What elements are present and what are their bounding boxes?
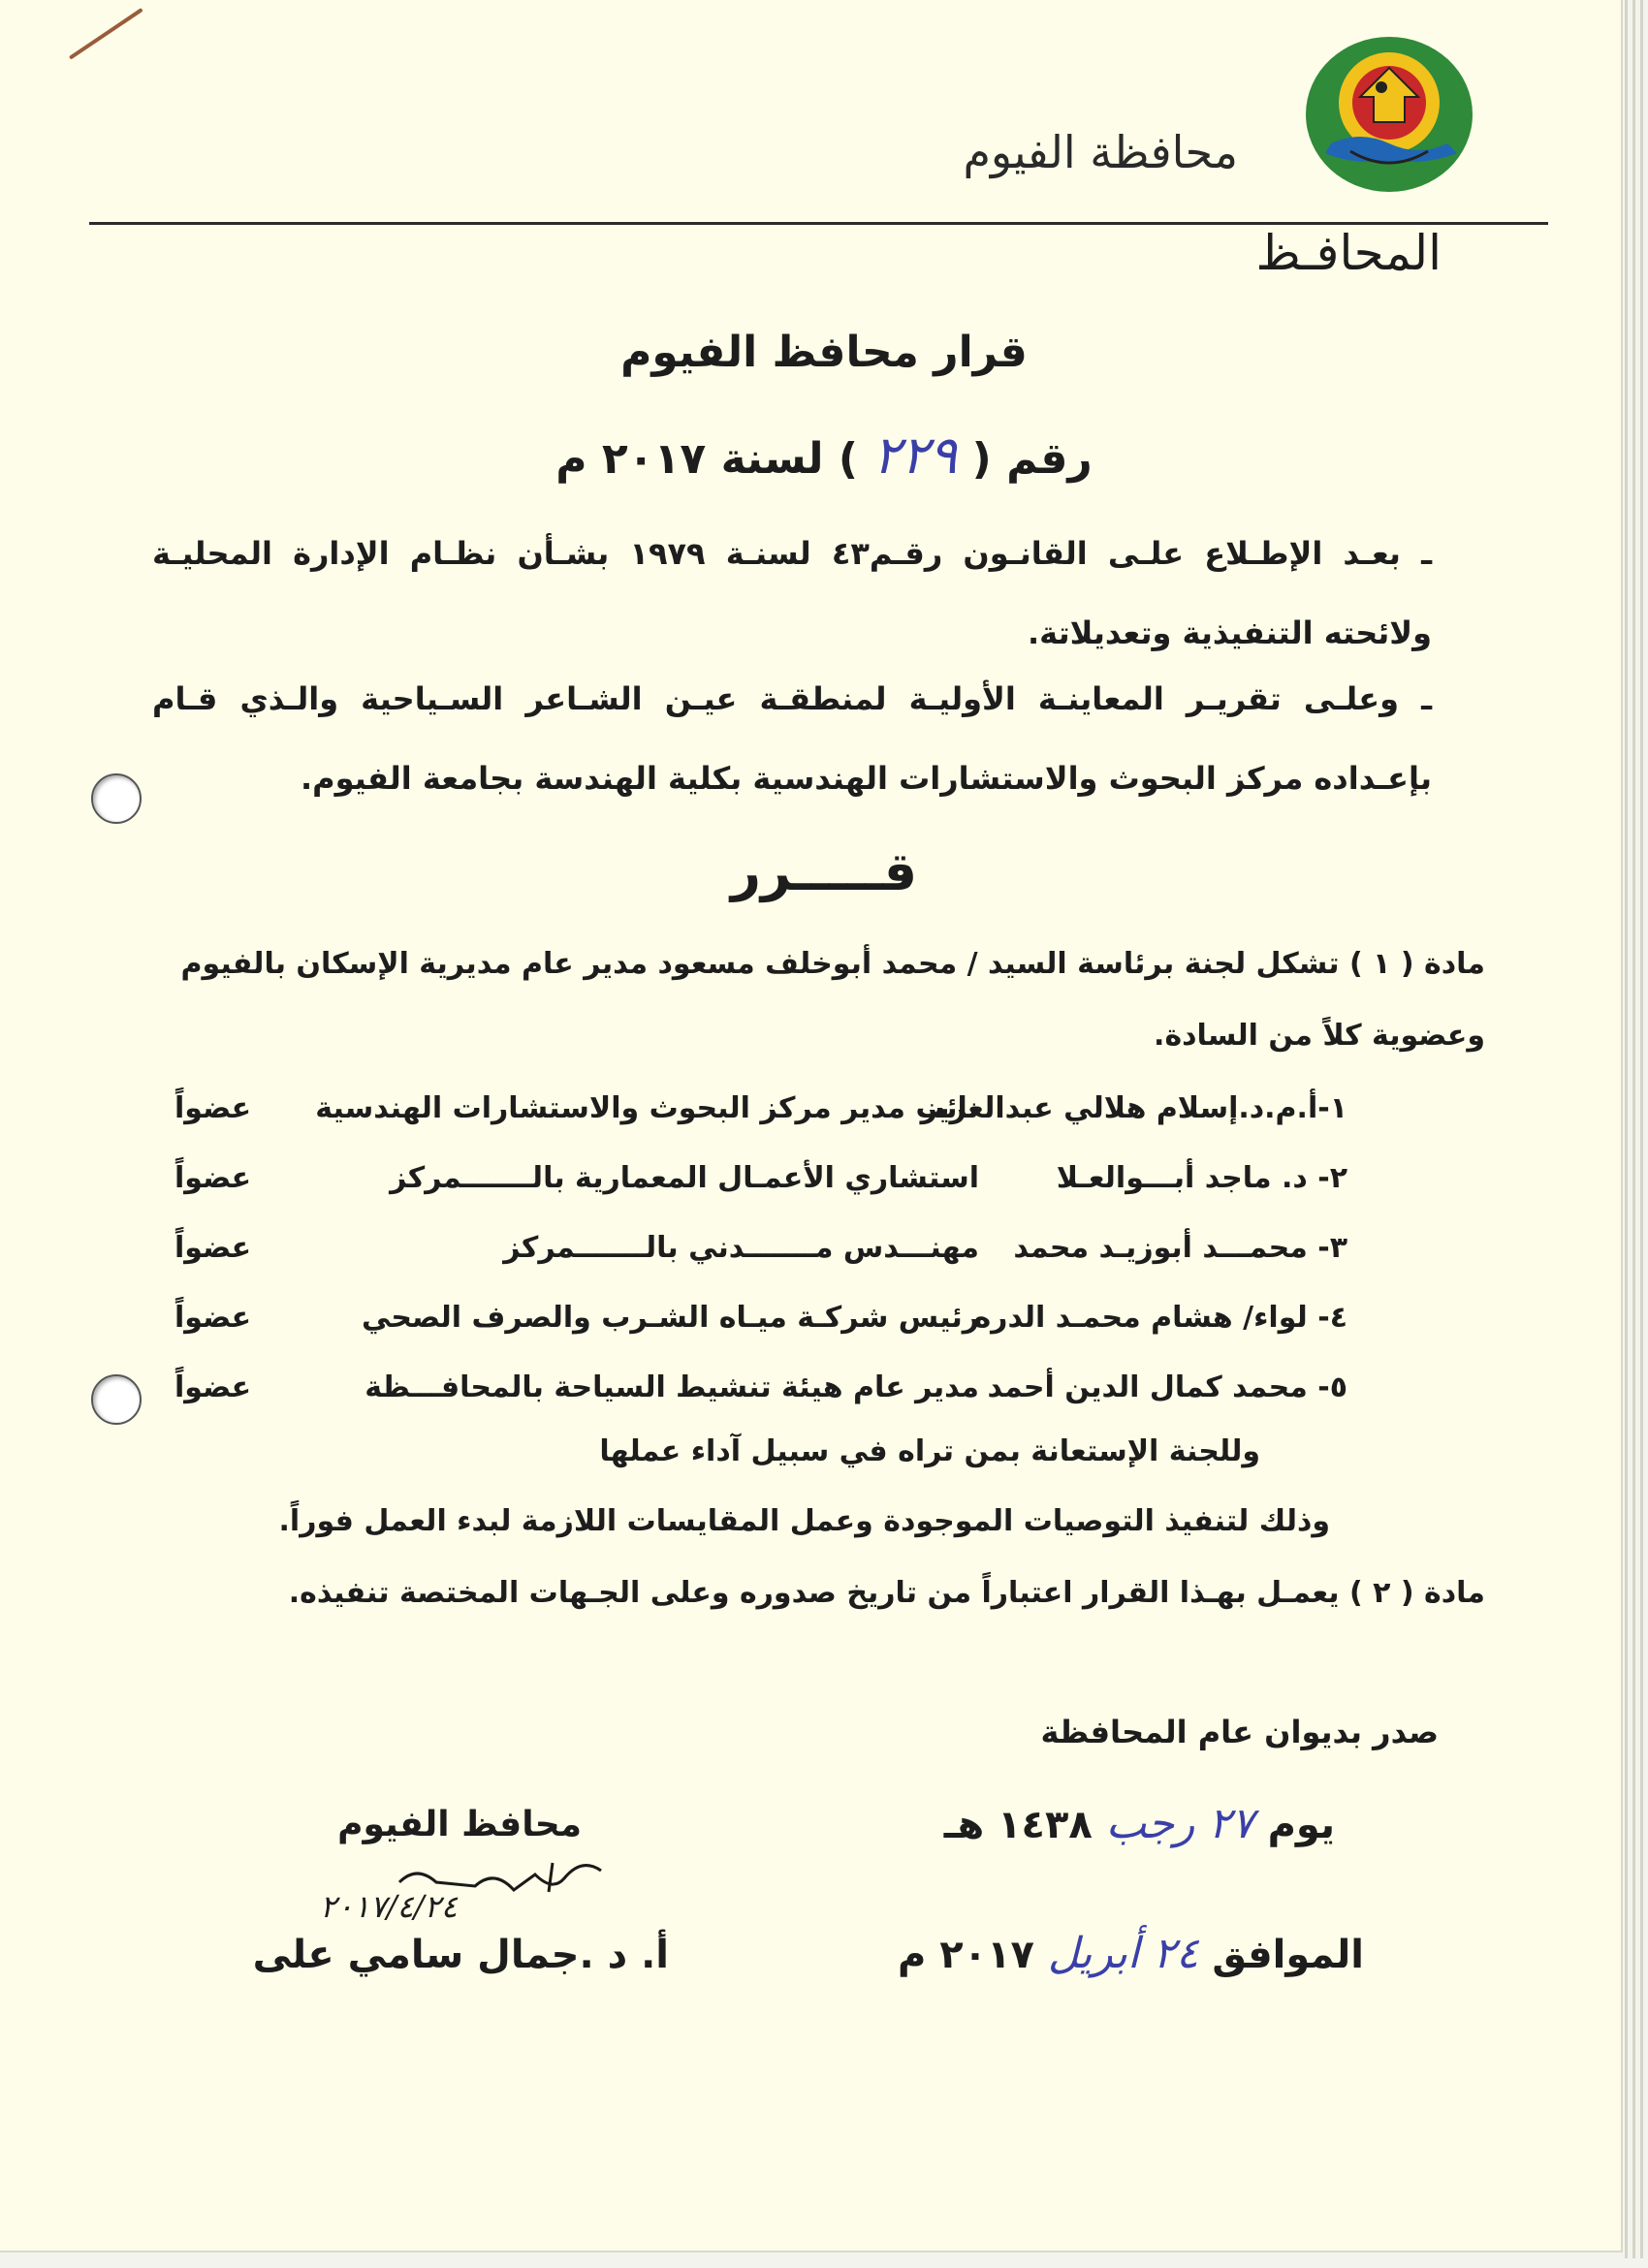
list-item bbox=[174, 1370, 1347, 1429]
committee-note: وللجنة الإستعانة بمن تراه في سبيل آداء عملها bbox=[599, 1434, 1260, 1468]
member-name: ٣- محمـــد أبوزيـد محمد bbox=[1013, 1231, 1347, 1265]
member-title: مهنـــدس مـــــــدني بالـــــــمركز bbox=[503, 1231, 979, 1265]
punch-hole bbox=[91, 1374, 142, 1425]
signature-title: محافظ الفيوم bbox=[337, 1805, 582, 1844]
member-title: رئيس شركـة ميـاه الشـرب والصرف الصحي bbox=[361, 1301, 979, 1335]
governorate-name: محافظة الفيوم bbox=[963, 126, 1238, 178]
punch-hole bbox=[91, 773, 142, 824]
decree-title: قرار محافظ الفيوم bbox=[620, 328, 1028, 377]
hijri-date bbox=[944, 1799, 1335, 1848]
office-title: المحافـظ bbox=[1255, 225, 1442, 281]
hijri-suffix: ١٤٣٨ هـ bbox=[943, 1803, 1093, 1847]
member-name: ١-أ.م.د.إسلام هلالي عبدالعزيز bbox=[920, 1091, 1347, 1125]
member-name: ٤- لواء/ هشام محمـد الدره bbox=[973, 1301, 1347, 1335]
handwritten-decree-number: ٢٢٩ bbox=[872, 425, 958, 486]
gregorian-prefix: الموافق bbox=[1212, 1933, 1364, 1977]
handwritten-gregorian-day: ٢٤ أبريل bbox=[1047, 1929, 1199, 1978]
member-role: عضواً bbox=[174, 1301, 252, 1335]
preamble-clause-2: ـ وعلـى تقريـر المعاينـة الأوليـة لمنطقـة عيـن الشـاعر السـياحية والـذي قـام بإعـداده مركز البحوث والاستشارات الهندسية بكلية الهندسة بجامعة الفيوم. bbox=[152, 680, 1432, 797]
number-suffix: ) لسنة ٢٠١٧ م bbox=[555, 434, 858, 484]
list-item bbox=[174, 1301, 1347, 1359]
issued-note: صدر بديوان عام المحافظة bbox=[1040, 1714, 1439, 1750]
hijri-prefix: يوم bbox=[1267, 1803, 1335, 1847]
article-2: مادة ( ٢ ) يعمـل بهـذا القرار اعتباراً من تاريخ صدوره وعلى الجـهات المختصة تنفيذه. bbox=[288, 1576, 1485, 1610]
signatory-name: أ. د .جمال سامي على bbox=[252, 1933, 669, 1977]
number-prefix: رقم ( bbox=[971, 434, 1093, 484]
pencil-mark bbox=[69, 8, 143, 60]
member-name: ٥- محمد كمال الدين أحمد bbox=[987, 1370, 1347, 1404]
handwritten-hijri-day: ٢٧ رجب bbox=[1105, 1799, 1254, 1848]
governorate-seal-icon bbox=[1292, 29, 1486, 194]
gregorian-suffix: ٢٠١٧ م bbox=[898, 1933, 1034, 1977]
list-item bbox=[174, 1161, 1347, 1219]
member-role: عضواً bbox=[174, 1161, 252, 1195]
decree-number-line bbox=[0, 425, 1648, 486]
gregorian-date bbox=[898, 1929, 1364, 1978]
member-title: استشاري الأعمـال المعمارية بالـــــــمركز bbox=[390, 1161, 979, 1195]
purpose-text: وذلك لتنفيذ التوصيات الموجودة وعمل المقايسات اللازمة لبدء العمل فوراً. bbox=[278, 1504, 1330, 1538]
member-title: مدير عام هيئة تنشيط السياحة بالمحافـــظة bbox=[364, 1370, 979, 1404]
decided-heading: قـــــرر bbox=[730, 841, 918, 902]
member-role: عضواً bbox=[174, 1091, 252, 1125]
member-role: عضواً bbox=[174, 1370, 252, 1404]
list-item bbox=[174, 1231, 1347, 1289]
signature-date: ٢٠١٧/٤/٢٤ bbox=[320, 1888, 458, 1925]
signature-block bbox=[252, 1805, 669, 1999]
member-name: ٢- د. ماجد أبـــوالعـلا bbox=[1056, 1161, 1347, 1195]
member-role: عضواً bbox=[174, 1231, 252, 1265]
article-1: مادة ( ١ ) تشكل لجنة برئاسة السيد / محمد أبوخلف مسعود مدير عام مديرية الإسكان بالفيوم وعضوية كلاً من السادة. bbox=[180, 947, 1485, 1053]
list-item bbox=[174, 1091, 1347, 1150]
member-title: نائب مدير مركز البحوث والاستشارات الهندسية bbox=[315, 1091, 979, 1125]
preamble-clause-1: ـ بعـد الإطـلاع علـى القانـون رقـم٤٣ لسنـة ١٩٧٩ بشـأن نظـام الإدارة المحليـة ولائحته التنفيذية وتعديلاتة. bbox=[152, 535, 1433, 651]
